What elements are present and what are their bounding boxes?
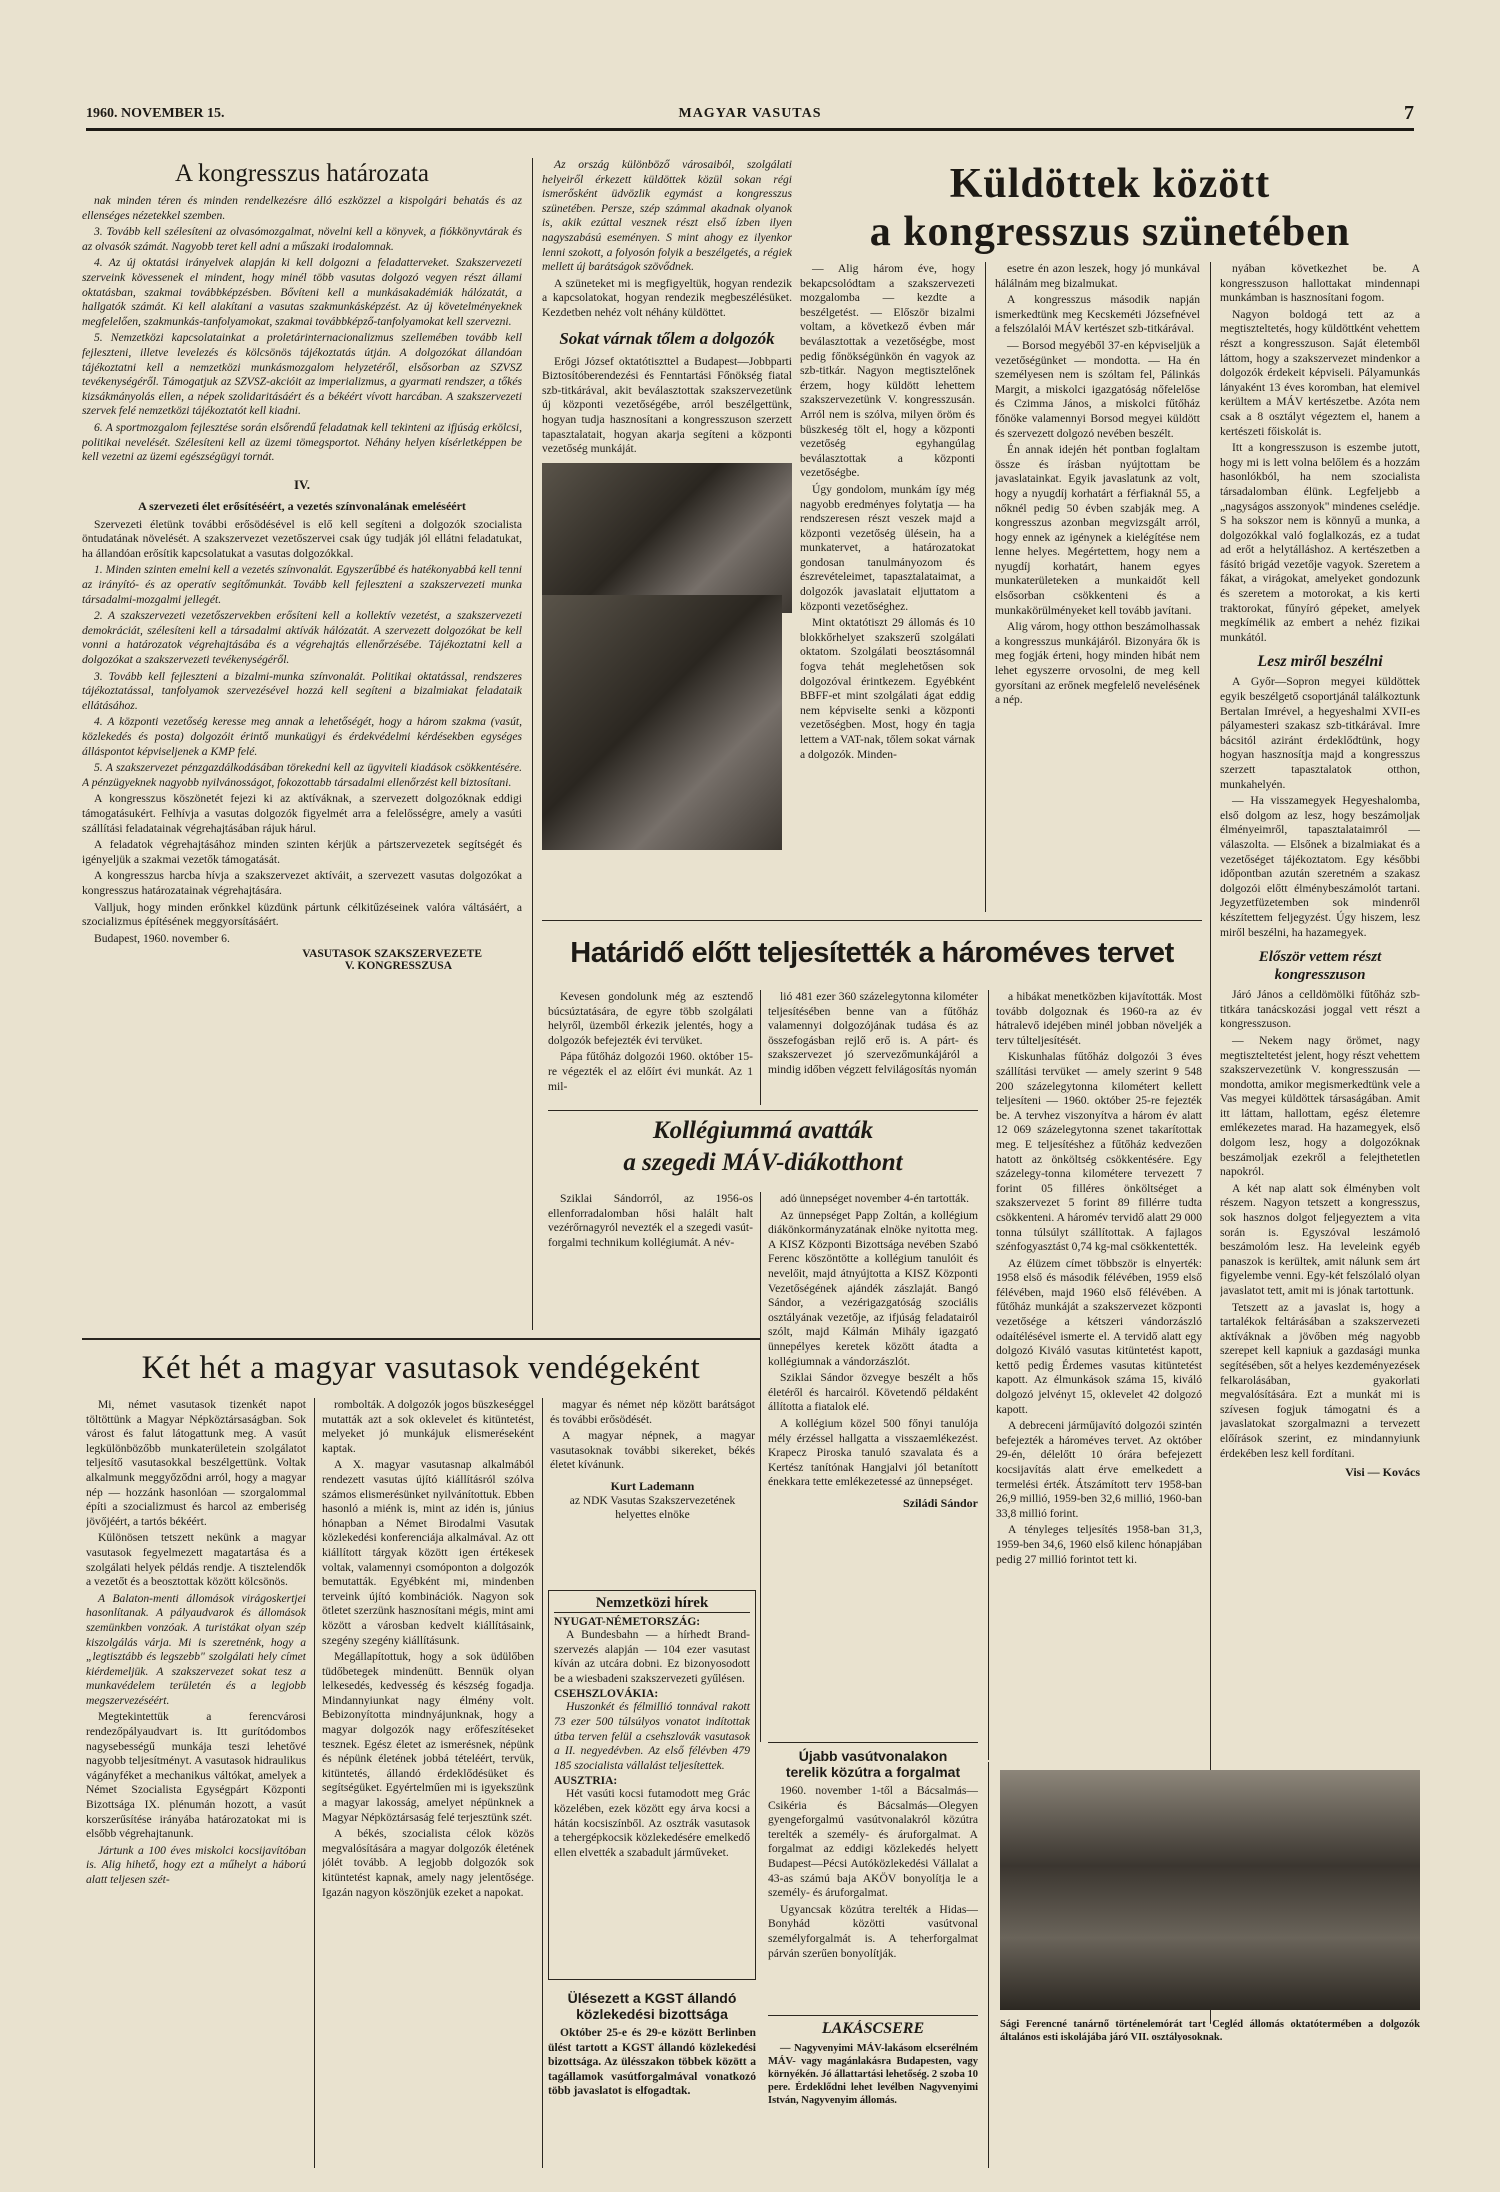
paragraph: Pápa fűtőház dolgozói 1960. október 15-re végezték el az előírt évi munkát. Az 1 mil- (548, 1050, 753, 1093)
paragraph: 4. Az új oktatási irányelvek alapján ki kell dolgozni a feladatterveket. Szakszervezeti szerveink kövessenek el mindent, hogy minél több vasutas dolgozó vegyen részt állami oktatásban, szakmai továbbképzésben. Bővíteni kell a munkásakadémiák hálózatát, a hallgatók számát. Ki kell alakítani a vasutas szakmunkásképzést. Az új követelményeknek megfelelően, szakmunkás-tanfolyamokat, szakmai továbbképző-tanfolyamokat kell szervezni. (82, 256, 522, 328)
article-ket-het-title (82, 1345, 760, 1391)
portrait-photo (542, 463, 792, 613)
paragraph: Mi, német vasutasok tizenkét napot töltöttünk a Magyar Népköztársaságban. Sok várost és falut látogattunk meg. A vasút legkülönbözőbb munkaterületein szolgálatot teljesítő vasutasokkal beszélgettünk. Voltak alkalmunk meggyőződni arról, hogy a magyar nép — hozzánk hasonlóan — szorgalommal építi a szocializmust és harcol az emberiség jövőjéért, a tartós békéért. (86, 1398, 306, 1528)
paragraph: A szüneteket mi is megfigyeltük, hogyan rendezik a kapcsolatokat, hogyan rendezik megbeszélésüket. Kezdetben nehéz volt néhány küldöttet. (542, 276, 792, 319)
paragraph: A magyar népnek, a magyar vasutasoknak további sikereket, békés életet kívánunk. (550, 1429, 755, 1472)
column-rule (314, 1398, 315, 2168)
paragraph: Megállapítottuk, hogy a sok üdülőben tüdőbetegek mindenütt. Bennük olyan lelkesedés, kedvesség és készség fogadja. Mindannyiunkat nagy élmény volt. Bebizonyította mindnyájunknak, hogy a magyar dolgozók nagy erőfeszítéseket tesznek. Egész életet az ismerésnek, népünk és népünk életének jobbá tételéért, tervük, kitüntetés, állandó érdeklődésüket és segítségüket. Egyértelműen mi is igyekszünk a magyar lakosság, amelyet népünknek a Magyar Népköztársaság felé terjesztünk szét. (322, 1650, 534, 1824)
paragraph: — Ha visszamegyek Hegyeshalomba, első dolgom az lesz, hogy beszámoljak élményeimről, tapasztalataimról — válaszolta. — Elsőnek a bizalmiakat és a vezetőséget tájékoztatom. Egy későbbi időpontban azután szeretném a szakasz dolgozói előtt élménybeszámolót tartani. Jegyzetfüzetemben sok mindenről készítettem feljegyzést. Úgy hiszem, lesz miről beszélni, ha hazamegyek. (1220, 794, 1420, 939)
column-rule (985, 262, 986, 912)
paragraph: Valljuk, hogy minden erőnkkel küzdünk pártunk célkitűzéseinek valóra váltásáért, a szocializmus építésének meggyorsításáért. (82, 900, 522, 929)
article-title-line-2: a szegedi MÁV-diákotthont (623, 1149, 903, 1176)
paragraph: Budapest, 1960. november 6. (94, 931, 230, 945)
article-hatarido-title (542, 925, 1202, 981)
paragraph: Nagyon boldogá tett az a megtiszteltetés, hogy küldöttként vehettem részt a kongresszuson. Saját életemből láttom, hogy a szakszervezet mindenkor a dolgozók érdekeit képviseli. Pályamunkás lányaként 13 éves koromban, hat elemivel kerültem a MÁV kertészetbe. Azóta nem csak a 8 osztályt végeztem el, hanem a kertészeti főiskolát is. (1220, 307, 1420, 438)
divider (548, 1110, 978, 1111)
divider (542, 920, 1202, 921)
article-title: Két hét a magyar vasutasok vendégeként (141, 1350, 701, 1386)
article-kongresszus-hatarozata (82, 160, 522, 1325)
paragraph: 1. Minden szinten emelni kell a vezetés színvonalát. Egyszerűbbé és hatékonyabbá kell tenni az irányító- és az operatív segítőmunkát. Tovább kell fejleszteni a szakszervezeti munka társadalmi-mozgalmi jellegét. (82, 563, 522, 606)
paragraph: Tetszett az a javaslat is, hogy a tartalékok feltárásában a szakszervezeti aktíváknak a jövőben még nagyobb szerepet kell kapniuk a gazdasági munka segítésében, sőt a helyes kezdeményezések felkarolásában, gyakorlati megvalósítására. Ezt a munkát mi is szívesen fogjuk támogatni és a javaslatokat szorgalmazni a tervezett előírások szerint, ez mindannyiunk érdekében lesz kell fordítani. (1220, 1300, 1420, 1460)
feature-title-line-2: a kongresszus szünetében (869, 209, 1351, 255)
feature-title (800, 160, 1420, 260)
column-rule (1210, 262, 1211, 2024)
author-name: Kurt Lademann (610, 1478, 695, 1493)
divider (82, 1338, 760, 1340)
paragraph: — Alig három éve, hogy bekapcsolódtam a szakszervezeti mozgalomba — kezdte a beszélgetést. — Először bizalmi voltam, a következő évben már beválasztottak a vezetőségbe, most pedig főnökségünkön én vagyok az szb-titkár. Nagyon megtisztelőnek érzem, hogy küldött lehettem szakszervezetünk V. kongresszusán. Arról nem is szólva, milyen öröm és büszkeség tölt el, hogy a központi vezetőség egyhangúlag beválasztottak a központi vezetőségbe. (800, 262, 975, 480)
paragraph: Ugyancsak közútra terelték a Hidas—Bonyhád közötti vasútvonal személyforgalmát is. A teherforgalmat párván szerűen bonyolítják. (768, 1902, 978, 1960)
subhead-sokat-varnak: Sokat várnak tőlem a dolgozók (559, 328, 775, 348)
column-rule (988, 990, 989, 1760)
paragraph: A kongresszus második napján ismerkedtünk meg Kecskeméti Józsefnével a felszólalói MÁV kertészet szb-titkárával. (995, 293, 1200, 336)
news-country: AUSZTRIA: (554, 1775, 618, 1788)
paragraph: A kongresszus köszönetét fejezi ki az aktíváknak, a szervezett dolgozóknak eddigi támogatásukért. Felhívja a vasutas dolgozók figyelmét arra a felelősségre, amely a vasúti szállítási feladatainak végrehajtásában rájuk hárul. (82, 792, 522, 835)
newspaper-name: MAGYAR VASUTAS (678, 106, 822, 121)
paragraph: rombolták. A dolgozók jogos büszkeséggel mutatták azt a sok oklevelet és kitüntetést, melyeket jó munkájuk elismeréseként kaptak. (322, 1398, 534, 1455)
page-header (86, 104, 1414, 131)
subhead-lesz-mirol: Lesz miről beszélni (1257, 653, 1383, 671)
paragraph: Kiskunhalas fűtőház dolgozói 3 éves szállítási tervüket — amely szerint 9 548 200 százelegytonna kilométert kellett teljesíteni — 1960. október 25-re fejezték be. A tervhez viszonyítva a három év alatt 12 069 százelegytonna szenet takarítottak meg. E teljesítéshez a fűtőház kedvezően hatott az önköltség csökkentésére. Egy százelegy-tonna kilométere tervezett 7 forint 05 filléres önköltséget a szakszervezet 5 forint 89 fillérre tudta csökkenteni. A háromév tervidő alatt 29 000 tonna túlsúlyt szállítottak. A fajlagos szénfogyasztást 0,74 kg-mal csökkentették. (996, 1050, 1202, 1254)
delegate-portrait (542, 595, 782, 850)
forgalom-article (768, 1748, 978, 2008)
paragraph: nak minden téren és minden rendelkezésre álló eszközzel a kispolgári behatás és az ellenséges nézetekkel szemben. (82, 194, 522, 222)
paragraph: Erőgi József oktatótiszttel a Budapest—Jobbparti Biztosítóberendezési és Fenntartási Főnökség fiatal szb-titkárával, akit beválasztottak szakszervezetünk új központi vezetőségébe, arról beszélgettünk, hogyan tudja hasznosítani a kongresszuson szerzett tapasztalatait, hogyan akarja segíteni a központi vezetőség munkáját. (542, 354, 792, 456)
paragraph: Itt a kongresszuson is eszembe jutott, hogy mi is lett volna belőlem és a hozzám hasonlókból, ha nem szocialista társadalomban élünk. Legfeljebb a „nagyságos asszonyok" mindenes cselédje. S ha sokszor nem is könnyű a munka, a dolgozókkal való foglalkozás, ez a tudat ad erőt a helytálláshoz. A kertészetben a fásító brigád vezetője vagyok. Szeretem a fákat, a virágokat, amelyeket gondozunk és szeretem a motorokat, a kis kerti traktorokat, fűnyíró gépeket, amelyek megkímélik az embert a nehéz fizikai munkától. (1220, 441, 1420, 644)
paragraph: Szervezeti életünk további erősödésével is elő kell segíteni a dolgozók szocialista öntudatának növelését. A szakszervezet vezetőszervei csak úgy tudják jól ellátni feladatukat, ha állandóan erősítik kapcsolatukat a vasutas dolgozókkal. (82, 517, 522, 560)
paragraph: 5. Nemzetközi kapcsolatainkat a proletárinternacionalizmus szellemében tovább kell fejleszteni, illetve levelezés és kölcsönös tájékoztatás útján. A dolgozókat állandóan tájékoztatni kell a nemzetközi munkásmozgalom helyzetéről, elsősorban az SZVSZ tevékenységéről. Támogatjuk az SZVSZ-akcióit az imperializmus, a gyarmati rendszer, a tőkés kizsákmányolás ellen, a népek szolidaritásáért és a békéért vívott harcában. A szakszervezeti szervek felé nemzetközi tájékoztatót kell kiadni. (82, 331, 522, 418)
divider (768, 1742, 978, 1743)
article-title: Határidő előtt teljesítették a hároméves tervet (570, 937, 1174, 969)
column-rule (988, 1762, 989, 2168)
paragraph: adó ünnepséget november 4-én tartották. (780, 1192, 969, 1205)
paragraph: A X. magyar vasutasnap alkalmából rendezett vasutas újító kiállításról szólva számos elismerésünket nyilvánítottuk. Ebben hasonló a miénk is, mint az idén is, június hónapban a Német Birodalmi Vasutak közlekedési konferenciája alkalmával. Az ott kiállított tárgyak között igen értékesek voltak, valamennyi csomóponton a dolgozók bemutatták. Egyébként mi, mindenben terveink újító kombinációk. Nagyon sok ötletet szerzünk hasznosítani mégis, mint ami között a városban kedvelt kiállításaink, szegény szegény kiállításunk. (322, 1458, 534, 1647)
article-kollegium-col2 (768, 1192, 978, 1732)
paragraph: a hibákat menetközben kijavították. Most tovább dolgoznak és 1960-ra az év hátralevő idejében minél jobban növeljék a terv túlteljesítését. (996, 990, 1202, 1047)
article-hatarido-col3 (996, 990, 1202, 1760)
paragraph: Különösen tetszett nekünk a magyar vasutasok fegyelmezett magatartása és a szolgálati helyek példás rendje. A tisztelendők a vezetőt és a beosztottak között kölcsönös. (86, 1531, 306, 1589)
news-text: A Bundesbahn — a hírhedt Brand-szervezés alapján — 104 ezer vasutast kíván az utcára dobni. Ez bizonyosodott be a wiesbadeni szakszervezeti gyűlésen. (554, 1628, 750, 1685)
column-rule (760, 1192, 761, 1742)
column-rule (532, 158, 533, 1330)
paragraph: Kevesen gondolunk még az esztendő búcsúztatására, de egyre több szolgálati helyről, üzemből érkezik jelentés, hogy a dolgozók befejezték évi tervüket. (548, 990, 753, 1047)
paragraph: — Borsod megyéből 37-en képviseljük a vezetőségünket — mondotta. — Ha én személyesen nem is szóltam fel, Pálinkás Margit, a miskolci igazgatóság nőfelelőse és Czimma János, a miskolci fűtőház főnöke valamennyi Borsod megyei küldött és szervezett dolgozó nevében beszélt. (995, 338, 1200, 440)
news-country: NYUGAT-NÉMETORSZÁG: (554, 1616, 701, 1628)
paragraph: 1960. november 1-től a Bácsalmás—Csikéria és Bácsalmás—Olegyen gyengeforgalmú vasútvonalakról közútra terelték a személy- és áruforgalmat. A forgalmat az eddigi közlekedés helyett Budapest—Pécsi Autóközlekedési Vállalat a 43-as számú baja AKÖV bonyolítja le a személy- és áruforgalmat. (768, 1784, 978, 1900)
paragraph: A tényleges teljesítés 1958-ban 31,3, 1959-ben 34,6, 1960 első kilenc hónapjában pedig 27 millió forintot tett ki. (996, 1523, 1202, 1566)
photo-caption (1000, 2018, 1420, 2058)
paragraph: A Győr—Sopron megyei küldöttek egyik beszélgető csoportjánál találkoztunk Bertalan Imrével, a hegyeshalmi XVII-es pályamesteri szakasz szb-titkárával. Imre bácsitól aziránt érdeklődtünk, hogy hogyan hasznosítja majd a kongresszus szerzett tapasztalatok otthon, munkahelyén. (1220, 675, 1420, 791)
divider (768, 2015, 978, 2016)
article-title-line-1: Újabb vasútvonalakon (798, 1748, 948, 1764)
feature-title-line-1: Küldöttek között (949, 161, 1271, 207)
paragraph: Mint oktatótiszt 29 állomás és 10 blokkőrhelyet szakszerű szolgálati oktatom. Szolgálati beosztásomnál fogva tehát meglehetősen sok dolgozóval érintkezem. Egyébként BBFF-et mint szolgálati ágat eddig nem képviselte senki a központi vezetőségben. Most, hogy én tagja lettem a VAT-nak, tőlem sokat várnak a dolgozók. Minden- (800, 616, 975, 761)
paragraph: Úgy gondolom, munkám így még nagyobb eredményes folytatja — ha rendszeresen részt veszek majd a központi vezetőség ülésein, ha a munkatervet, a határozatokat gondosan tanulmányozom és észrevételeimet, tapasztalataimat, a dolgozók javaslatait eljuttatom a központi vezetőséghez. (800, 482, 975, 613)
paragraph: A Balaton-menti állomások virágoskertjei hasonlítanak. A pályaudvarok és állomások szemünkben vonzóak. A turistákat olyan szép kiszolgálás várja. Mi is szeretnénk, hogy a „legtisztább és legszebb" szolgálati hely címet kiérdemeljük. A szakszervezet sokat tesz a munkavédelem területén és a legjobb megszervezéséért. (86, 1591, 306, 1707)
byline: Sziládi Sándor (902, 1495, 978, 1510)
article-title: A kongresszus határozata (174, 160, 430, 187)
paragraph: A békés, szocialista célok közös megvalósítására a magyar dolgozók életének jólét tovább. A legjobb dolgozók sok kitüntetést kapnak, amely nagy jelentősége. Igazán nagyon köszönjük ezeket a napokat. (322, 1827, 534, 1899)
paragraph: A kongresszus harcba hívja a szakszervezet aktíváit, a szervezett vasutas dolgozókat a kongresszus határozatainak végrehajtására. (82, 869, 522, 897)
article-hatarido-col2 (768, 990, 978, 1105)
paragraph: Az élüzem címet többször is elnyerték: 1958 első és második félévében, 1959 első félévében, majd 1960 első félévében. A fűtőház munkáját a szakszervezet központi vezetősége a kétszeri vándorzászló odaítélésével ismerte el. A tervidő alatt egy dolgozó Kiváló vasutas kitüntetést kapott, kettő pedig Érdemes vasutas kitüntetést kapott. Az élmunkások száma 15, kiváló dolgozó jelvényt 15, oklevelet 42 dolgozó kapott. (996, 1256, 1202, 1416)
paragraph: Járó János a celldömölki fűtőház szb-titkára tanácskozási joggal vett részt a kongresszuson. (1220, 988, 1420, 1031)
paragraph: A feladatok végrehajtásához minden szinten kérjük a pártszervezetek segítségét és igényeljük a szakmai vezetők támogatását. (82, 838, 522, 866)
international-news-box (548, 1590, 756, 1980)
lakascsere-ad (768, 2020, 978, 2170)
paragraph: 5. A szakszervezet pénzgazdálkodásában törekedni kell az ügyviteli kiadások csökkentésére. A pénzügyeknek nagyobb nyilvánosságot, fokozottabb társadalmi ellenőrzést kell biztosítani. (82, 761, 522, 789)
news-text: Huszonkét és félmillió tonnával rakott 73 ezer 500 túlsúlyos vonatot indítottak útba terven felül a csehszlovák vasutasok a II. negyedévben. Az első félévben 479 185 szocialista vállalást teljesítettek. (554, 1700, 750, 1772)
column-rule (760, 990, 761, 1105)
section-subhead: A szervezeti élet erősítéséért, a vezetés színvonalának emeléséért (138, 498, 466, 513)
article-title-line-1: Ülésezett a KGST állandó (567, 1990, 737, 2006)
kgst-article (548, 1990, 756, 2160)
paragraph: Jártunk a 100 éves miskolci kocsijavítóban is. Alig hihető, hogy ezt a műhelyt a háború alatt teljesen szét- (86, 1843, 306, 1886)
column-rule (542, 1398, 543, 2168)
paragraph: Megtekintettük a ferencvárosi rendezőpályaudvart is. Itt gurítódombos nagysebességű munkája teszi lehetővé nagyobb teljesítményt. A vasutasok hidraulikus vágányféket a mechanikus váltókat, amelyek a Német Szocialista Egységpárt Központi Bizottsága IX. plénumán hozott, a vasút korszerűsítése irányába határozatokat mi is elsőbb végrehajtanunk. (86, 1710, 306, 1841)
paragraph: 6. A sportmozgalom fejlesztése során elsőrendű feladatnak kell tekinteni az ifjúság erkölcsi, politikai nevelését. Szélesíteni kell az üzemi tömegsportot. Néhány helyen kísérletképpen be kell vezetni az üzemi egészségügyi tornát. (82, 420, 522, 464)
column-5-text (1220, 262, 1420, 2027)
paragraph: 3. Tovább kell fejleszteni a bizalmi-munka színvonalát. Politikai oktatással, rendszeres tájékoztatással, tanfolyamok szervezésével hozzá kell segíteni a bizalmiakat feladataik ellátásához. (82, 669, 522, 712)
column-4-text (995, 262, 1200, 917)
paragraph: Én annak idején hét pontban foglaltam össze és írásban nyújtottam be javaslatainkat. Egyik javaslatunk az volt, hogy a nyugdíj korhatárt a férfiaknál 55, a nőknél pedig 50 évben szabják meg. A kongresszus azonban megvizsgált arról, hogy ennek az igénynek a kielégítése nem lenne helyes. Megértettem, hogy nem a nyugdíj korhatárt, hanem egyes munkaterületeken a munkaidőt kell elsősorban csökkenteni és a munkakörülményeket kell tovább javítani. (995, 443, 1200, 617)
article-kollegium-col1 (548, 1192, 753, 1322)
article-ket-het-col1 (86, 1398, 306, 2168)
paragraph: Alig várom, hogy otthon beszámolhassak a kongresszus munkájáról. Bizonyára ők is meg fogják érteni, hogy minden hibát nem lehet egyszerre orvosolni, de meg kell gyorsítani az erőnek megfelelő nevelésének a nép. (995, 620, 1200, 707)
paragraph: A kollégium közel 500 főnyi tanulója mély érzéssel hallgatta a visszaemlékezést. Krapecz Piroska tanuló szavalata és a Kertész tanítónak Hangjalvi jól betanított énekkara tette emlékezetessé az ünnepséget. (768, 1416, 978, 1489)
caption-text: Sági Ferencné tanárnő történelemórát tart Cegléd állomás oktatótermében a dolgozók általános esti iskolájába járó VII. osztályosoknak. (1000, 2019, 1420, 2043)
paragraph: Sziklai Sándorról, az 1956-os ellenforradalomban hősi halált halt vezérőrnagyról nevezték el a szegedi vasút-forgalmi technikum kollégiumát. A név- (548, 1192, 753, 1249)
news-country: CSEHSZLOVÁKIA: (554, 1688, 659, 1701)
paragraph: 2. A szakszervezeti vezetőszervekben erősíteni kell a kollektív vezetést, a szakszervezeti demokráciát, szélesíteni kell a társadalmi aktívák hálózatát. A szervezett dolgozókat be kell vonni a határozatok végrehajtásába és a végrehajtás ellenőrzésébe. Tájékoztatni kell a dolgozókat a szakszervezeti tevékenységéről. (82, 609, 522, 667)
issue-date: 1960. NOVEMBER 15. (86, 106, 225, 121)
page-number: 7 (1404, 102, 1414, 124)
article-ket-het-col2 (322, 1398, 534, 2168)
ad-title: LAKÁSCSERE (821, 2020, 925, 2037)
paragraph: — Nekem nagy örömet, nagy megtiszteltetést jelent, hogy részt vehettem szakszervezetünk V. kongresszusán — mondotta, amikor megismerkedtünk vele a Vas megyei küldöttek társaságában. Amit itt láttam, hallottam, egész életemre emlékezetes marad. Ha hazamegyek, első dolgom lesz, hogy a dolgozóknak beszámoljak ezekről a felejthetetlen napokról. (1220, 1033, 1420, 1179)
signature-line-1: VASUTASOK SZAKSZERVEZETE (302, 948, 482, 961)
paragraph: magyar és német nép között barátságot és további erősödését. (550, 1398, 755, 1426)
classroom-photo (1000, 1770, 1420, 2010)
paragraph: A debreceni járműjavító dolgozói szintén befejezték a hároméves tervet. Az október 29-én, délelőtt 10 órára befejezett kocsijavítás alatt érve emelkedett a termelési érték. Átszámított terv 1958-ban 26,9 millió, 1959-ben 32,6 millió, 1960-ban 33,8 millió forint. (996, 1419, 1202, 1520)
signature-line-2: V. KONGRESSZUSA (344, 960, 452, 973)
author-role: az NDK Vasutas Szakszervezetének helyettes elnöke (569, 1494, 736, 1521)
paragraph: 3. Tovább kell szélesíteni az olvasómozgalmat, növelni kell a könyvek, a fiókkönyvtárak és az olvasók számát. Nagyobb teret kell adni a műszaki irodalomnak. (82, 225, 522, 253)
paragraph: Október 25-e és 29-e között Berlinben ülést tartott a KGST állandó közlekedési bizottsága. Az ülésszakon többek között a tagállamok vasútforgalmával vonatkozó több javaslatot is elfogadtak. (548, 2026, 756, 2098)
paragraph: A két nap alatt sok élményben volt részem. Nagyon tetszett a kongresszus, sok hasznos dolgot feljegyeztem a vita során is. Egyszóval leszámoló beszámolóm lesz. Ha leveleink egyéb panaszok is kerültek, amit nálunk sem árt figyelembe venni. Egy-két felszólaló olyan javaslatot tett, amit mi is jónak tartottunk. (1220, 1181, 1420, 1297)
article-hatarido-col1 (548, 990, 753, 1105)
subhead-eloszor: Először vettem részt kongresszuson (1258, 949, 1382, 984)
article-title-line-1: Kollégiummá avatták (652, 1117, 874, 1144)
paragraph: Az ország különböző városaiból, szolgálati helyeiről érkezett küldöttek közül sokan régi ismerősként üdvözlik egymást a kongresszus szünetében. Persze, szép számmal akadnak olyanok is, akik ezúttal vesznek részt első ízben ilyen nagyszabású eseményen. S mint ahogy ez ilyenkor lenni szokott, a folyosón folyik a beszélgetés, a régiek mellett új barátságok szövődnek. (542, 158, 792, 274)
article-title-line-2: terelik közútra a forgalmat (785, 1764, 961, 1780)
article-title-line-2: közlekedési bizottsága (576, 2006, 728, 2022)
paragraph: — Nagyvenyimi MÁV-lakásom elcserélném MÁV- vagy magánlakásra Budapesten, vagy környékén. Jó állattartási lehetőség. 2 szoba 10 pere. Érdeklődni lehet levélben Nagyvenyimi István, Nagyvenyim állomás. (768, 2043, 978, 2106)
news-text: Hét vasúti kocsi futamodott meg Grác közelében, ezek között egy árva kocsi a hátán kocsiszínből. Az osztrák vasutasok a tehergépkocsik közlekedésére emelkedő ellen elvették a szabadult járműveket. (554, 1787, 750, 1859)
paragraph: lió 481 ezer 360 százelegytonna kilométer teljesítésében benne van a fűtőház valamennyi dolgozójának tudása és az összefogásban rejlő erő is. A párt- és szakszervezet jó szervezőmunkájáról a mindig időben végzett felvilágosítás nyomán (768, 990, 978, 1076)
column-3-text (800, 262, 975, 917)
section-number: IV. (293, 476, 311, 492)
paragraph: Az ünnepséget Papp Zoltán, a kollégium diákönkormányzatának elnöke nyitotta meg. A KISZ Központi Bizottsága nevében Szabó Ferenc köszöntötte a kollégium tanulóit és nevelőit, majd átnyújtotta a KISZ Központi Vezetőségének ajándék zászlaját. Bangó Sándor, a vezérigazgatóság szociális osztályának vezetője, az ifjúság feladatairól szólt, majd Kálmán Mihály igazgató ünnepélyes keretek között átadta a kollégiumnak a vándorzászlót. (768, 1208, 978, 1368)
paragraph: esetre én azon leszek, hogy jó munkával hálálnám meg bizalmukat. (995, 262, 1200, 290)
paragraph: nyában következhet be. A kongresszuson hallottakat mindennapi munkámban is hasznosítani fogom. (1220, 262, 1420, 305)
paragraph: Sziklai Sándor özvegye beszélt a hős életéről és harcairól. Követendő példaként állította a fiatalok elé. (768, 1371, 978, 1414)
byline: Visi — Kovács (1345, 1465, 1420, 1480)
box-title: Nemzetközi hírek (554, 1595, 750, 1613)
paragraph: 4. A központi vezetőség keresse meg annak a lehetőségét, hogy a három szakma (vasút, közlekedés és posta) dolgozóit érintő munkaügyi és érdekvédelmi kérdésekben egységes álláspontot képviseljenek a KMP felé. (82, 715, 522, 758)
article-kollegium-title (548, 1115, 978, 1185)
article-ket-het-col3 (550, 1398, 755, 1588)
